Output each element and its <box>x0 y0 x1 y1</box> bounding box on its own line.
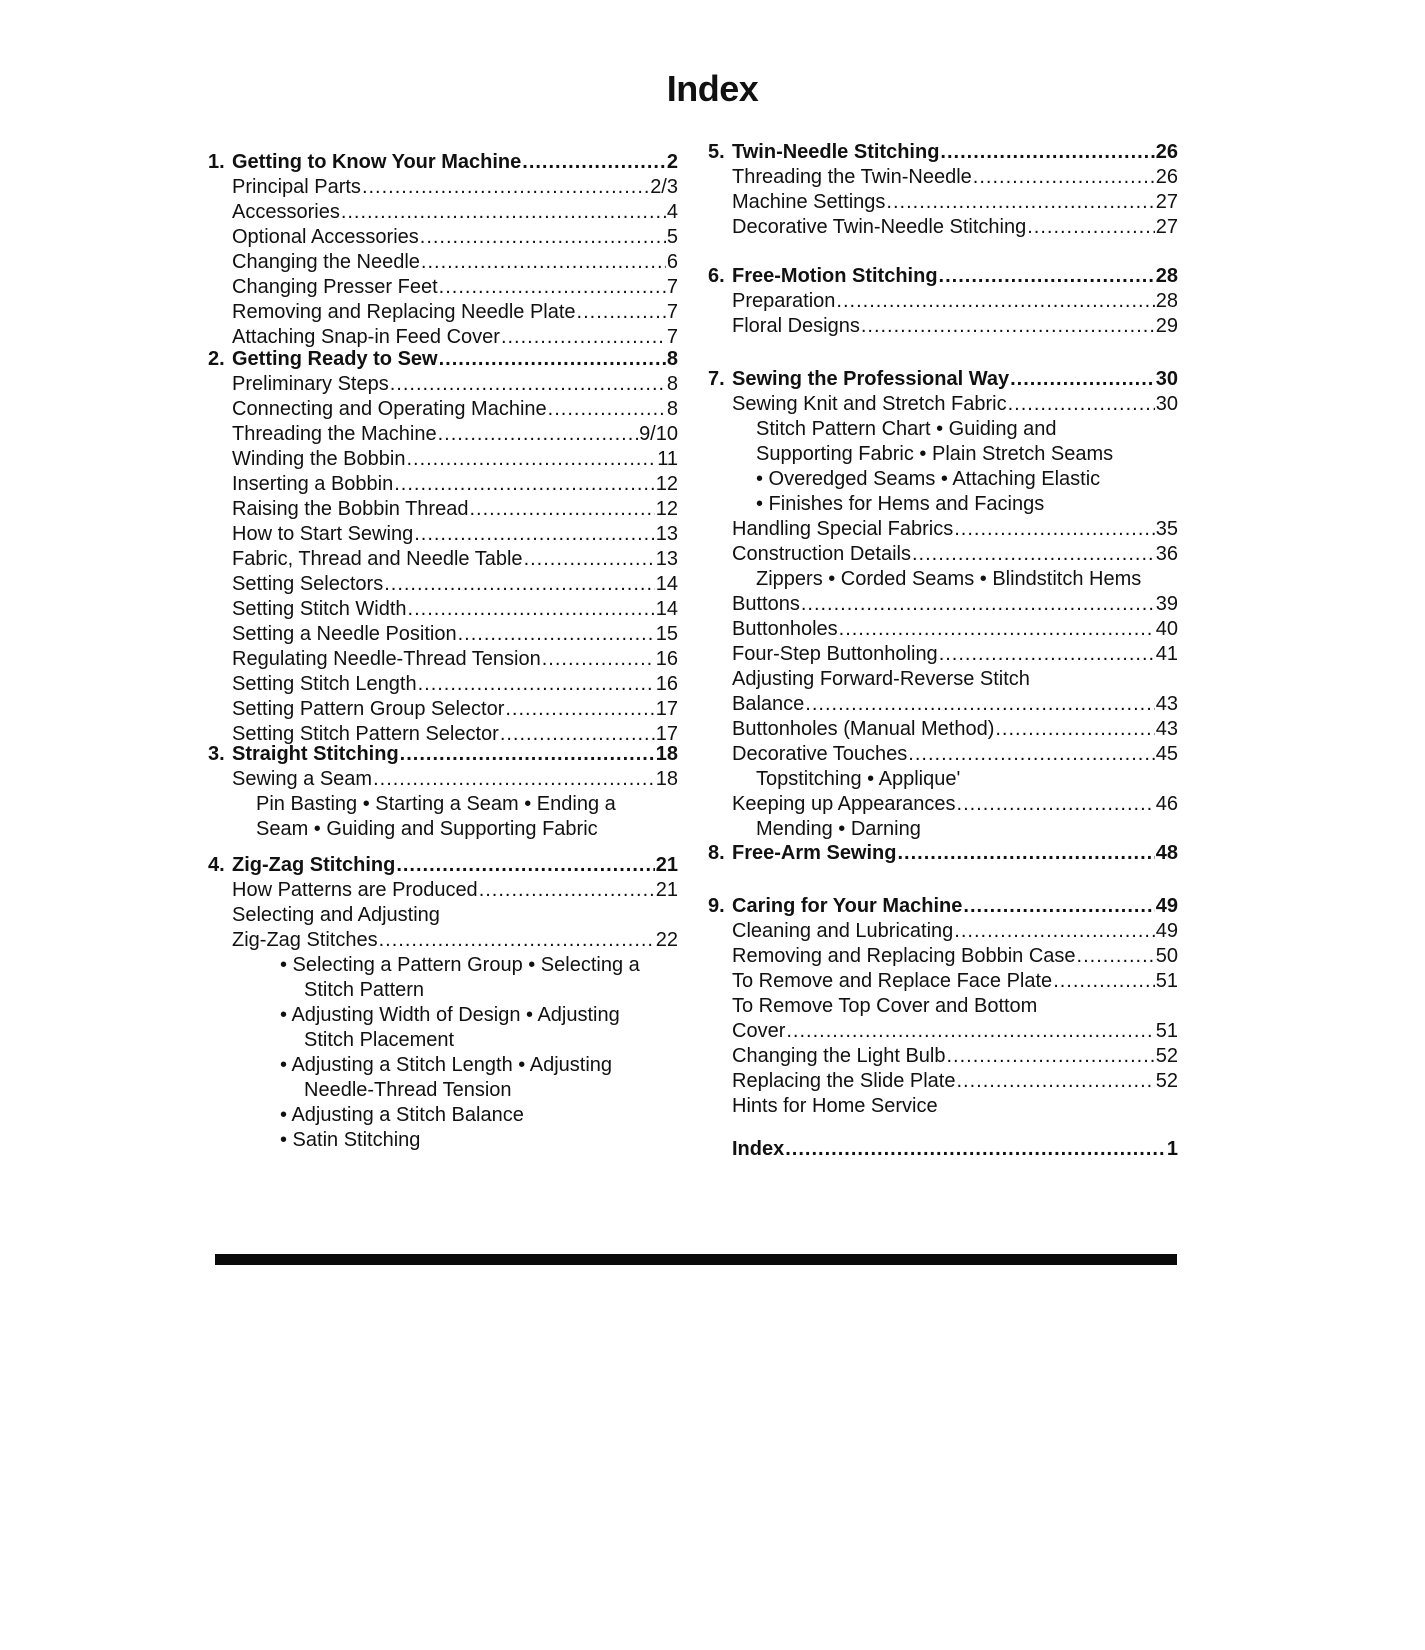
index-subtopics: • Overedged Seams • Attaching Elastic <box>756 468 1101 490</box>
index-subtopics: Selecting and Adjusting <box>232 904 440 926</box>
entry-label: Inserting a Bobbin <box>232 473 394 495</box>
index-entry <box>708 1019 1178 1044</box>
entry-label: Free-Motion Stitching <box>732 265 938 287</box>
index-entry <box>208 622 678 647</box>
section-number: 5. <box>708 141 725 163</box>
index-entry <box>708 692 1178 717</box>
dot-leader <box>408 597 655 622</box>
dot-leader <box>801 592 1155 617</box>
entry-label: Sewing a Seam <box>232 768 373 790</box>
dot-leader <box>1077 944 1155 969</box>
page-number: 48 <box>1155 842 1178 864</box>
index-entry <box>208 472 678 497</box>
page-number: 27 <box>1155 216 1178 238</box>
entry-label: Setting a Needle Position <box>232 623 457 645</box>
index-heading <box>708 140 1178 165</box>
page-number: 51 <box>1155 970 1178 992</box>
index-entry <box>208 422 678 447</box>
dot-leader <box>995 717 1154 742</box>
page-number: 16 <box>655 673 678 695</box>
index-entry <box>708 792 1178 817</box>
index-section <box>708 367 1178 842</box>
entry-label: Buttonholes <box>732 618 838 640</box>
entry-label: Sewing the Professional Way <box>732 368 1010 390</box>
index-entry <box>208 672 678 697</box>
entry-label: Fabric, Thread and Needle Table <box>232 548 523 570</box>
index-heading <box>208 150 678 175</box>
page-number: 36 <box>1155 543 1178 565</box>
dot-leader <box>439 275 666 300</box>
index-entry <box>708 717 1178 742</box>
page-title: Index <box>666 68 759 109</box>
page-number: 43 <box>1155 718 1178 740</box>
page-number: 41 <box>1155 643 1178 665</box>
index-subtopics: Zippers • Corded Seams • Blindstitch Hems <box>756 568 1142 590</box>
index-entry <box>208 175 678 200</box>
index-entry <box>708 314 1178 339</box>
dot-leader <box>384 572 655 597</box>
index-entry <box>208 522 678 547</box>
page-number: 22 <box>655 929 678 951</box>
dot-leader <box>379 928 655 953</box>
index-subtopics: Seam • Guiding and Supporting Fabric <box>256 818 598 840</box>
page-number: 12 <box>655 473 678 495</box>
index-subtopics: Supporting Fabric • Plain Stretch Seams <box>756 443 1114 465</box>
page-number: 43 <box>1155 693 1178 715</box>
entry-label: Changing the Light Bulb <box>732 1045 946 1067</box>
entry-label: Buttons <box>732 593 800 615</box>
page-number: 52 <box>1155 1045 1178 1067</box>
bottom-rule <box>215 1254 1177 1265</box>
dot-leader <box>886 190 1154 215</box>
dot-leader <box>954 919 1154 944</box>
dot-leader <box>439 347 666 372</box>
entry-label: Decorative Touches <box>732 743 908 765</box>
page-number: 7 <box>666 326 678 348</box>
page-number: 50 <box>1155 945 1178 967</box>
entry-label: Optional Accessories <box>232 226 419 248</box>
dot-leader <box>908 742 1154 767</box>
entry-label: Caring for Your Machine <box>732 895 963 917</box>
index-subtopics: Stitch Placement <box>304 1029 455 1051</box>
index-entry <box>208 597 678 622</box>
dot-leader <box>973 165 1155 190</box>
index-heading <box>708 264 1178 289</box>
dot-leader <box>420 225 666 250</box>
entry-label: Straight Stitching <box>232 743 399 765</box>
dot-leader <box>861 314 1155 339</box>
index-subtopics: Stitch Pattern <box>304 979 425 1001</box>
index-subtopics: Mending • Darning <box>756 818 921 840</box>
dot-leader <box>1008 392 1155 417</box>
dot-leader <box>785 1137 1166 1162</box>
entry-label: Changing Presser Feet <box>232 276 438 298</box>
entry-label: Setting Stitch Length <box>232 673 417 695</box>
page-number: 21 <box>655 854 678 876</box>
index-entry <box>208 697 678 722</box>
entry-label: Keeping up Appearances <box>732 793 956 815</box>
entry-label: Four-Step Buttonholing <box>732 643 938 665</box>
entry-label: Decorative Twin-Needle Stitching <box>732 216 1027 238</box>
entry-label: Cleaning and Lubricating <box>732 920 954 942</box>
index-heading <box>708 367 1178 392</box>
dot-leader <box>394 472 655 497</box>
page-number: 12 <box>655 498 678 520</box>
index-entry <box>208 547 678 572</box>
section-number: 9. <box>708 895 725 917</box>
section-number: 7. <box>708 368 725 390</box>
page-number: 35 <box>1155 518 1178 540</box>
page-number: 4 <box>666 201 678 223</box>
dot-leader <box>939 642 1155 667</box>
page-number: 17 <box>655 723 678 745</box>
index-section <box>708 894 1178 1119</box>
index-section <box>708 140 1178 240</box>
page-number: 49 <box>1155 895 1178 917</box>
entry-label: Setting Selectors <box>232 573 384 595</box>
dot-leader <box>438 422 638 447</box>
dot-leader <box>786 1019 1154 1044</box>
index-entry <box>208 767 678 792</box>
page-number: 39 <box>1155 593 1178 615</box>
index-entry <box>208 647 678 672</box>
entry-label: Regulating Needle-Thread Tension <box>232 648 541 670</box>
page-number: 14 <box>655 573 678 595</box>
dot-leader <box>522 150 666 175</box>
dot-leader <box>400 742 655 767</box>
index-entry <box>208 300 678 325</box>
page-number: 13 <box>655 523 678 545</box>
page-number: 51 <box>1155 1020 1178 1042</box>
index-section <box>708 841 1178 866</box>
page-number: 13 <box>655 548 678 570</box>
dot-leader <box>421 250 666 275</box>
entry-label: Preliminary Steps <box>232 373 389 395</box>
index-entry <box>208 372 678 397</box>
entry-label: How to Start Sewing <box>232 523 414 545</box>
index-entry <box>708 165 1178 190</box>
page-number: 2/3 <box>650 176 678 198</box>
page-number: 21 <box>655 879 678 901</box>
section-number: 4. <box>208 854 225 876</box>
index-entry <box>708 742 1178 767</box>
index-entry <box>708 642 1178 667</box>
index-subtopics: • Selecting a Pattern Group • Selecting a <box>280 954 640 976</box>
page-number: 28 <box>1155 265 1178 287</box>
page-number: 18 <box>655 743 678 765</box>
entry-label: Accessories <box>232 201 340 223</box>
page-number: 7 <box>666 301 678 323</box>
entry-label: Setting Stitch Pattern Selector <box>232 723 499 745</box>
entry-label: Preparation <box>732 290 836 312</box>
index-subtopics: • Satin Stitching <box>280 1129 421 1151</box>
index-heading <box>208 853 678 878</box>
index-entry <box>708 919 1178 944</box>
entry-label: Cover <box>732 1020 786 1042</box>
dot-leader <box>805 692 1154 717</box>
entry-label: Principal Parts <box>232 176 361 198</box>
index-entry <box>208 878 678 903</box>
dot-leader <box>1010 367 1155 392</box>
page-number: 49 <box>1155 920 1178 942</box>
index-subtopics: To Remove Top Cover and Bottom <box>732 995 1038 1017</box>
dot-leader <box>505 697 654 722</box>
page-number: 28 <box>1155 290 1178 312</box>
index-section <box>208 150 678 350</box>
entry-label: Attaching Snap-in Feed Cover <box>232 326 500 348</box>
dot-leader <box>406 447 656 472</box>
page-number: 9/10 <box>639 423 678 445</box>
index-entry <box>708 190 1178 215</box>
entry-label: Setting Stitch Width <box>232 598 407 620</box>
page-number: 5 <box>666 226 678 248</box>
dot-leader <box>957 792 1155 817</box>
index-entry <box>708 969 1178 994</box>
index-entry <box>708 1069 1178 1094</box>
page-number: 26 <box>1155 166 1178 188</box>
dot-leader <box>396 853 654 878</box>
index-subtopics: Topstitching • Applique' <box>756 768 961 790</box>
entry-label: Replacing the Slide Plate <box>732 1070 956 1092</box>
page-number: 17 <box>655 698 678 720</box>
index-section <box>708 264 1178 339</box>
section-number: 6. <box>708 265 725 287</box>
index-entry <box>208 225 678 250</box>
page-number: 46 <box>1155 793 1178 815</box>
dot-leader <box>542 647 655 672</box>
dot-leader <box>912 542 1155 567</box>
entry-label: Getting Ready to Sew <box>232 348 438 370</box>
index-entry <box>208 250 678 275</box>
index-entry <box>208 497 678 522</box>
index-entry <box>708 944 1178 969</box>
page-number: 2 <box>666 151 678 173</box>
index-subtopics: Stitch Pattern Chart • Guiding and <box>756 418 1057 440</box>
page-number: 8 <box>666 373 678 395</box>
entry-label: Threading the Twin-Needle <box>732 166 972 188</box>
dot-leader <box>1053 969 1155 994</box>
section-number: 3. <box>208 743 225 765</box>
dot-leader <box>836 289 1154 314</box>
entry-label: Winding the Bobbin <box>232 448 406 470</box>
dot-leader <box>897 841 1154 866</box>
dot-leader <box>954 517 1155 542</box>
entry-label: Raising the Bobbin Thread <box>232 498 469 520</box>
page-number: 1 <box>1166 1138 1178 1160</box>
page-number: 40 <box>1155 618 1178 640</box>
index-section <box>208 347 678 747</box>
page-number: 15 <box>655 623 678 645</box>
index-subtopics: Needle-Thread Tension <box>304 1079 512 1101</box>
page-number: 29 <box>1155 315 1178 337</box>
dot-leader <box>524 547 655 572</box>
dot-leader <box>939 264 1155 289</box>
page-number: 52 <box>1155 1070 1178 1092</box>
dot-leader <box>1027 215 1155 240</box>
page-number: 11 <box>657 448 678 470</box>
dot-leader <box>414 522 655 547</box>
index-subtopics: • Adjusting Width of Design • Adjusting <box>280 1004 620 1026</box>
dot-leader <box>418 672 655 697</box>
index-entry <box>208 447 678 472</box>
page-number: 8 <box>666 398 678 420</box>
section-number: 8. <box>708 842 725 864</box>
entry-label: Free-Arm Sewing <box>732 842 897 864</box>
dot-leader <box>373 767 655 792</box>
page-number: 18 <box>655 768 678 790</box>
index-heading <box>708 894 1178 919</box>
page-number: 6 <box>666 251 678 273</box>
dot-leader <box>362 175 649 200</box>
index-subtopics: Pin Basting • Starting a Seam • Ending a <box>256 793 616 815</box>
dot-leader <box>963 894 1154 919</box>
page-number: 14 <box>655 598 678 620</box>
dot-leader <box>479 878 655 903</box>
index-subtopics: • Adjusting a Stitch Length • Adjusting <box>280 1054 613 1076</box>
page-number: 26 <box>1155 141 1178 163</box>
index-entry <box>708 592 1178 617</box>
entry-label: Removing and Replacing Needle Plate <box>232 301 576 323</box>
index-section <box>708 1137 1178 1162</box>
index-entry <box>708 617 1178 642</box>
index-entry <box>708 215 1178 240</box>
entry-label: Threading the Machine <box>232 423 437 445</box>
entry-label: Construction Details <box>732 543 911 565</box>
index-entry <box>708 289 1178 314</box>
index-entry <box>708 392 1178 417</box>
entry-label: Machine Settings <box>732 191 886 213</box>
entry-label: Floral Designs <box>732 315 860 337</box>
entry-label: To Remove and Replace Face Plate <box>732 970 1053 992</box>
page-number: 27 <box>1155 191 1178 213</box>
index-subtopics: Hints for Home Service <box>732 1095 938 1117</box>
entry-label: Zig-Zag Stitching <box>232 854 396 876</box>
index-section <box>208 742 678 842</box>
page-number: 7 <box>666 276 678 298</box>
page-number: 30 <box>1155 393 1178 415</box>
page-number: 45 <box>1155 743 1178 765</box>
section-number: 1. <box>208 151 225 173</box>
index-heading <box>208 347 678 372</box>
section-number: 2. <box>208 348 225 370</box>
index-heading <box>708 841 1178 866</box>
page-number: 30 <box>1155 368 1178 390</box>
entry-label: Getting to Know Your Machine <box>232 151 522 173</box>
dot-leader <box>390 372 666 397</box>
entry-label: Connecting and Operating Machine <box>232 398 547 420</box>
index-entry <box>708 1044 1178 1069</box>
entry-label: Setting Pattern Group Selector <box>232 698 505 720</box>
dot-leader <box>940 140 1154 165</box>
entry-label: Changing the Needle <box>232 251 420 273</box>
entry-label: Removing and Replacing Bobbin Case <box>732 945 1076 967</box>
index-entry <box>208 397 678 422</box>
index-entry <box>208 275 678 300</box>
dot-leader <box>577 300 666 325</box>
dot-leader <box>548 397 666 422</box>
dot-leader <box>469 497 654 522</box>
entry-label: How Patterns are Produced <box>232 879 478 901</box>
entry-label: Index <box>732 1138 785 1160</box>
dot-leader <box>341 200 666 225</box>
page-number: 8 <box>666 348 678 370</box>
index-subtopics: Adjusting Forward-Reverse Stitch <box>732 668 1030 690</box>
index-heading <box>708 1137 1178 1162</box>
index-entry <box>208 928 678 953</box>
index-section <box>208 853 678 1153</box>
index-heading <box>208 742 678 767</box>
dot-leader <box>947 1044 1155 1069</box>
index-entry <box>208 200 678 225</box>
index-entry <box>708 517 1178 542</box>
entry-label: Sewing Knit and Stretch Fabric <box>732 393 1007 415</box>
index-entry <box>708 542 1178 567</box>
entry-label: Balance <box>732 693 805 715</box>
dot-leader <box>458 622 655 647</box>
index-entry <box>208 572 678 597</box>
dot-leader <box>956 1069 1154 1094</box>
dot-leader <box>839 617 1155 642</box>
entry-label: Zig-Zag Stitches <box>232 929 378 951</box>
index-subtopics: • Finishes for Hems and Facings <box>756 493 1045 515</box>
index-subtopics: • Adjusting a Stitch Balance <box>280 1104 524 1126</box>
entry-label: Twin-Needle Stitching <box>732 141 940 163</box>
entry-label: Handling Special Fabrics <box>732 518 954 540</box>
entry-label: Buttonholes (Manual Method) <box>732 718 995 740</box>
page-number: 16 <box>655 648 678 670</box>
